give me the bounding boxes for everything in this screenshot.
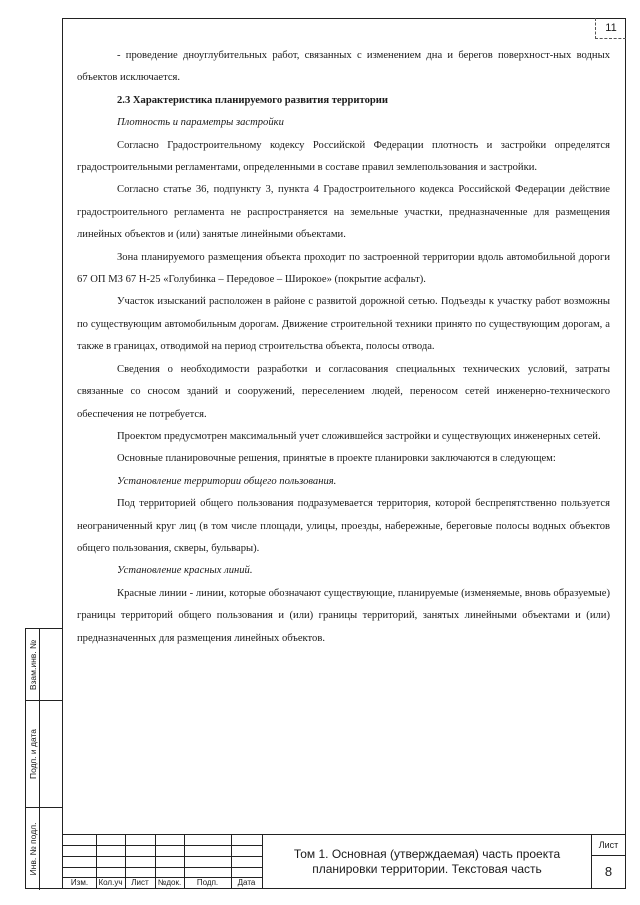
paragraph-3: Согласно статье 36, подпункту 3, пункта 4 Градостроительного кодекса Российской Федерации действие градостроительного регламента не распространяется на земельные участки, предназначенные для размещения линейных объектов и (или) занятые линейными объектами. [77, 184, 610, 241]
paragraph-8: Основные планировочные решения, принятые в проекте планировки заключаются в следующем: [117, 453, 556, 465]
stamp-replacement-inv [26, 629, 63, 701]
section-heading: 2.3 Характеристика планируемого развития территории [117, 94, 388, 106]
revision-grid [63, 835, 262, 888]
stamp-label-original: Инв. № подл. [27, 822, 38, 876]
header-list: Лист [131, 878, 149, 887]
stamp-signature-date [26, 701, 63, 808]
stamp-label-signature: Подп. и дата [27, 728, 38, 780]
paragraph-2: Согласно Градостроительному кодексу Российской Федерации плотность и застройки определятся градостроительными регламентами, определенными в составе правил землепользования и застройки. [77, 139, 610, 174]
header-ndok: №док. [157, 878, 182, 887]
sheet-label: Лист [592, 835, 625, 856]
paragraph-6: Сведения о необходимости разработки и согласования специальных технических условий, затраты связанные со сносом зданий и сооружений, переселением людей, переносом сетей инженерно-технического обеспечения не потребуется. [77, 363, 610, 420]
header-data: Дата [237, 878, 256, 887]
side-stamp [25, 628, 62, 889]
subheading-public-territory: Установление территории общего пользования. [117, 475, 337, 487]
sheet-cell [592, 835, 625, 888]
page-number-top: 11 [595, 18, 626, 39]
subheading-red-lines: Установление красных линий. [117, 565, 253, 577]
document-title: Том 1. Основная (утверждаемая) часть проекта планировки территории. Текстовая часть [262, 835, 592, 888]
paragraph-4: Зона планируемого размещения объекта проходит по застроенной территории вдоль автомобильной дороги 67 ОП МЗ 67 Н-25 «Голубинка – Передовое – Широкое» (покрытие асфальт). [77, 251, 610, 286]
header-izm: Изм. [70, 878, 89, 887]
stamp-label-replacement: Взам.инв. № [27, 639, 38, 690]
title-block [63, 834, 625, 888]
paragraph-9: Под территорией общего пользования подразумевается территория, которой беспрепятственно пользуется неограниченный круг лиц (в том числе площади, улицы, проезды, набережные, береговые полосы водных объектов общего пользования, скверы, бульвары). [77, 498, 610, 554]
paragraph-1: - проведение дноуглубительных работ, связанных с изменением дна и берегов поверхност-ных водных объектов исключается. [77, 50, 610, 84]
header-podp: Подп. [196, 878, 219, 887]
paragraph-10: Красные линии - линии, которые обозначают существующие, планируемые (изменяемые, вновь образуемые) границы территорий общего пользования и (или) границы территорий, занятых линейными объектами и (или) предназначенных для размещения линейных объектов. [77, 587, 610, 644]
paragraph-5: Участок изысканий расположен в районе с развитой дорожной сетью. Подъезды к участку работ возможны по существующим автомобильным дорогам. Движение строительной техники принято по существующим дорогам, а также в границах, отводимой на период строительства объекта, полосы отвода. [77, 296, 610, 353]
page-frame [62, 18, 626, 889]
stamp-original-inv [26, 808, 63, 890]
document-body [77, 45, 610, 650]
header-kol-uch: Кол.уч [98, 878, 123, 887]
subheading-density: Плотность и параметры застройки [117, 117, 284, 129]
sheet-number: 8 [604, 864, 613, 879]
paragraph-7: Проектом предусмотрен максимальный учет сложившейся застройки и существующих инженерных сетей. [117, 430, 601, 442]
